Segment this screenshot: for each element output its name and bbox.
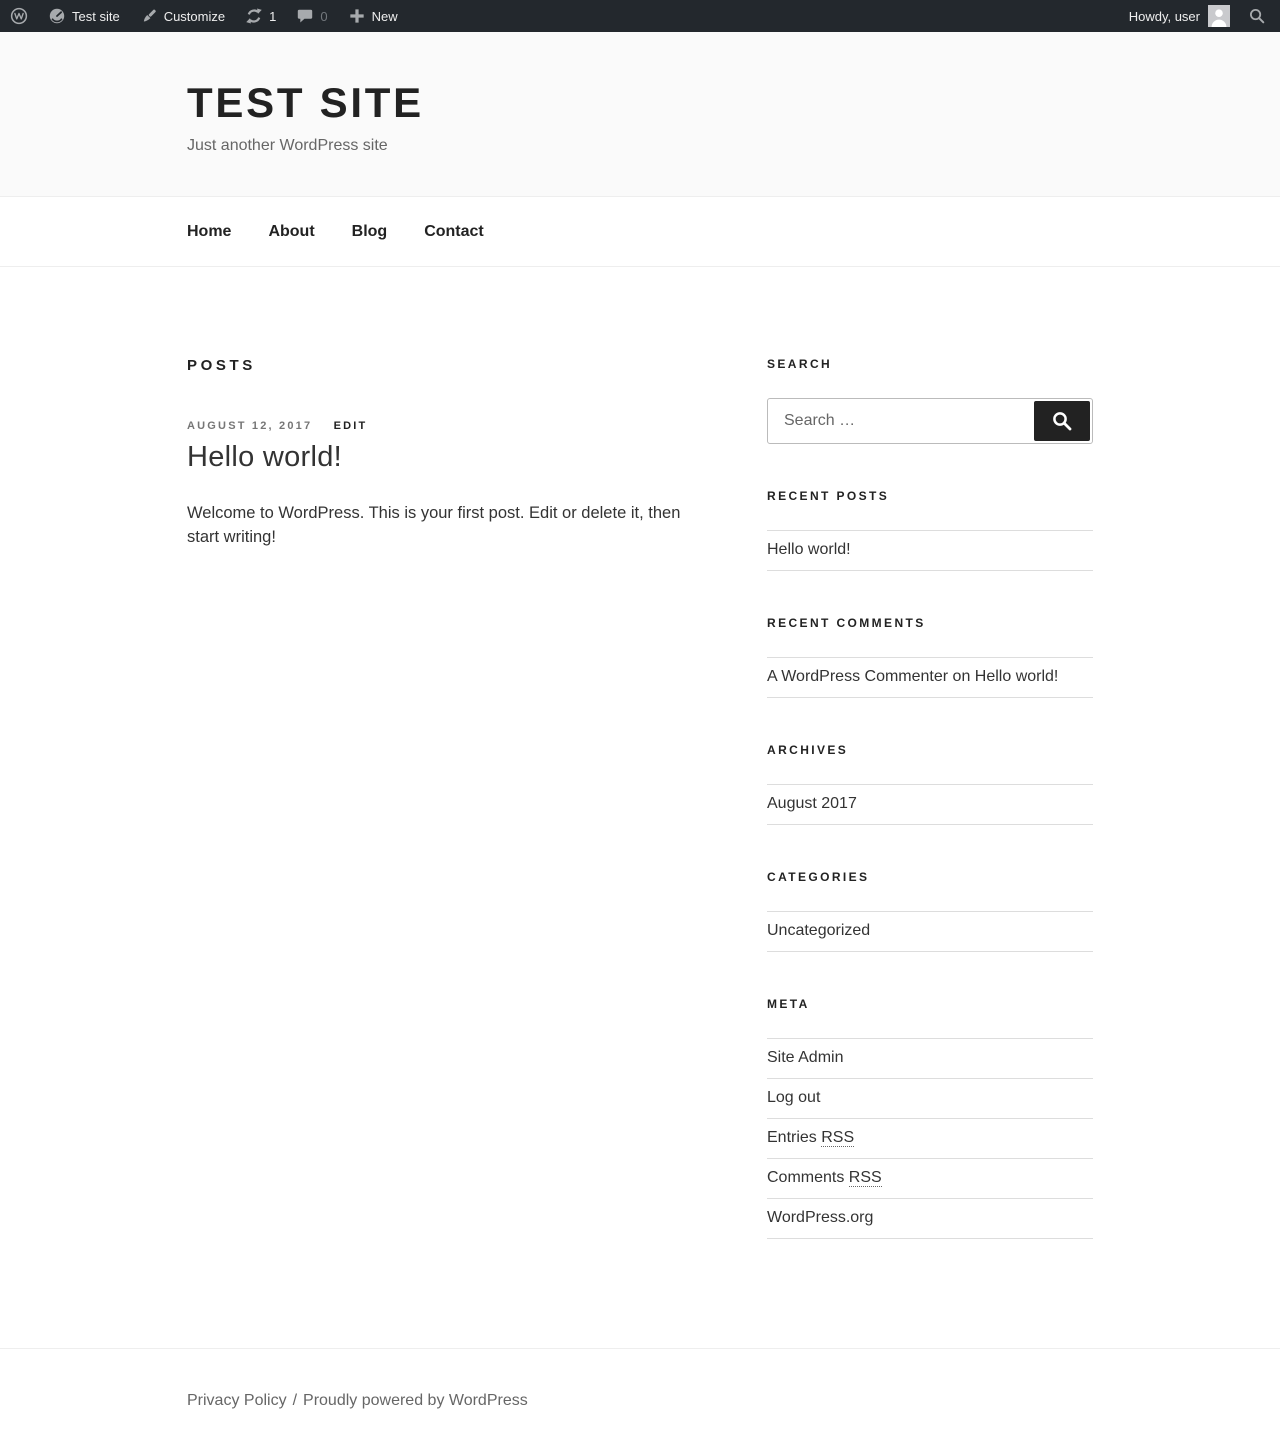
post-edit-link[interactable]: EDIT xyxy=(333,420,368,432)
search-icon xyxy=(1248,7,1266,25)
comments-count: 0 xyxy=(320,8,328,24)
comment-post-link[interactable]: Hello world! xyxy=(974,668,1059,685)
admin-bar-customize[interactable] xyxy=(130,0,235,32)
admin-bar-updates[interactable] xyxy=(235,0,286,32)
recent-post-link[interactable]: Hello world! xyxy=(767,541,851,558)
site-tagline: Just another WordPress site xyxy=(187,137,388,154)
list-item xyxy=(767,658,1093,698)
site-header xyxy=(0,32,1280,197)
site-content xyxy=(0,267,1280,1348)
list-item xyxy=(767,1199,1093,1239)
comments-icon xyxy=(296,7,314,25)
meta-log-out-link[interactable]: Log out xyxy=(767,1089,821,1106)
list-item xyxy=(767,785,1093,825)
powered-by-link[interactable]: Proudly powered by WordPress xyxy=(303,1392,528,1409)
category-link[interactable]: Uncategorized xyxy=(767,922,871,939)
page-title: POSTS xyxy=(187,357,256,374)
list-item xyxy=(767,531,1093,571)
dashboard-icon xyxy=(48,7,66,25)
post-article xyxy=(187,420,687,550)
main-navigation xyxy=(0,197,1280,267)
nav-item-about[interactable]: About xyxy=(268,222,315,240)
list-item xyxy=(767,1079,1093,1119)
search-button-icon xyxy=(1050,409,1074,433)
meta-widget xyxy=(767,997,1093,1239)
search-form xyxy=(767,398,1093,444)
categories-widget xyxy=(767,870,1093,952)
admin-bar-new[interactable] xyxy=(338,0,408,32)
privacy-policy-link[interactable]: Privacy Policy xyxy=(187,1392,287,1409)
post-meta xyxy=(187,420,687,432)
rss-abbr: RSS xyxy=(848,1169,882,1186)
nav-item-contact[interactable]: Contact xyxy=(424,222,484,240)
archives-title: ARCHIVES xyxy=(767,743,849,757)
meta-wordpress-org-link[interactable]: WordPress.org xyxy=(767,1209,874,1226)
post-date-link[interactable]: AUGUST 12, 2017 xyxy=(187,420,313,432)
admin-bar-my-account[interactable] xyxy=(1121,0,1238,32)
footer-separator: / xyxy=(292,1392,298,1409)
admin-bar xyxy=(0,0,1280,32)
howdy-text: Howdy, user xyxy=(1128,8,1200,24)
recent-comments-widget xyxy=(767,616,1093,698)
archive-link[interactable]: August 2017 xyxy=(767,795,857,812)
recent-posts-widget xyxy=(767,489,1093,571)
customize-brush-icon xyxy=(140,7,158,25)
rss-abbr: RSS xyxy=(821,1129,855,1146)
main-column xyxy=(187,357,687,550)
meta-site-admin-link[interactable]: Site Admin xyxy=(767,1049,844,1066)
admin-bar-search-button[interactable] xyxy=(1238,0,1276,32)
wordpress-logo-icon xyxy=(10,7,28,25)
admin-bar-site-name: Test site xyxy=(72,8,120,24)
nav-item-blog[interactable]: Blog xyxy=(351,222,388,240)
post-title-link[interactable]: Hello world! xyxy=(187,441,342,473)
search-widget-title: SEARCH xyxy=(767,357,833,371)
sidebar xyxy=(767,357,1093,1284)
updates-count: 1 xyxy=(269,8,277,24)
list-item xyxy=(767,1159,1093,1199)
admin-bar-right xyxy=(1121,0,1280,32)
list-item xyxy=(767,912,1093,952)
plus-icon xyxy=(348,7,366,25)
post-excerpt: Welcome to WordPress. This is your first post. Edit or delete it, then start writing! xyxy=(187,504,681,547)
list-item xyxy=(767,1119,1093,1159)
wordpress-logo-menu[interactable] xyxy=(0,0,38,32)
avatar xyxy=(1208,5,1230,27)
admin-bar-site-menu[interactable] xyxy=(38,0,130,32)
comment-connector: on xyxy=(948,668,975,685)
admin-bar-new-label: New xyxy=(371,8,398,24)
categories-title: CATEGORIES xyxy=(767,870,870,884)
search-widget xyxy=(767,357,1093,444)
list-item xyxy=(767,1039,1093,1079)
admin-bar-left xyxy=(0,0,408,32)
updates-icon xyxy=(245,7,263,25)
meta-entries-rss-link[interactable]: Entries RSS xyxy=(767,1129,855,1146)
admin-bar-customize-label: Customize xyxy=(163,8,226,24)
nav-item-home[interactable]: Home xyxy=(187,222,232,240)
site-title[interactable]: TEST SITE xyxy=(187,79,424,126)
meta-title: META xyxy=(767,997,810,1011)
meta-comments-rss-link[interactable]: Comments RSS xyxy=(767,1169,882,1186)
recent-posts-title: RECENT POSTS xyxy=(767,489,890,503)
archives-widget xyxy=(767,743,1093,825)
site-footer xyxy=(0,1348,1280,1448)
search-submit-button[interactable] xyxy=(1034,401,1090,441)
comment-author-link[interactable]: A WordPress Commenter xyxy=(767,668,949,685)
recent-comments-title: RECENT COMMENTS xyxy=(767,616,926,630)
admin-bar-comments[interactable] xyxy=(286,0,337,32)
